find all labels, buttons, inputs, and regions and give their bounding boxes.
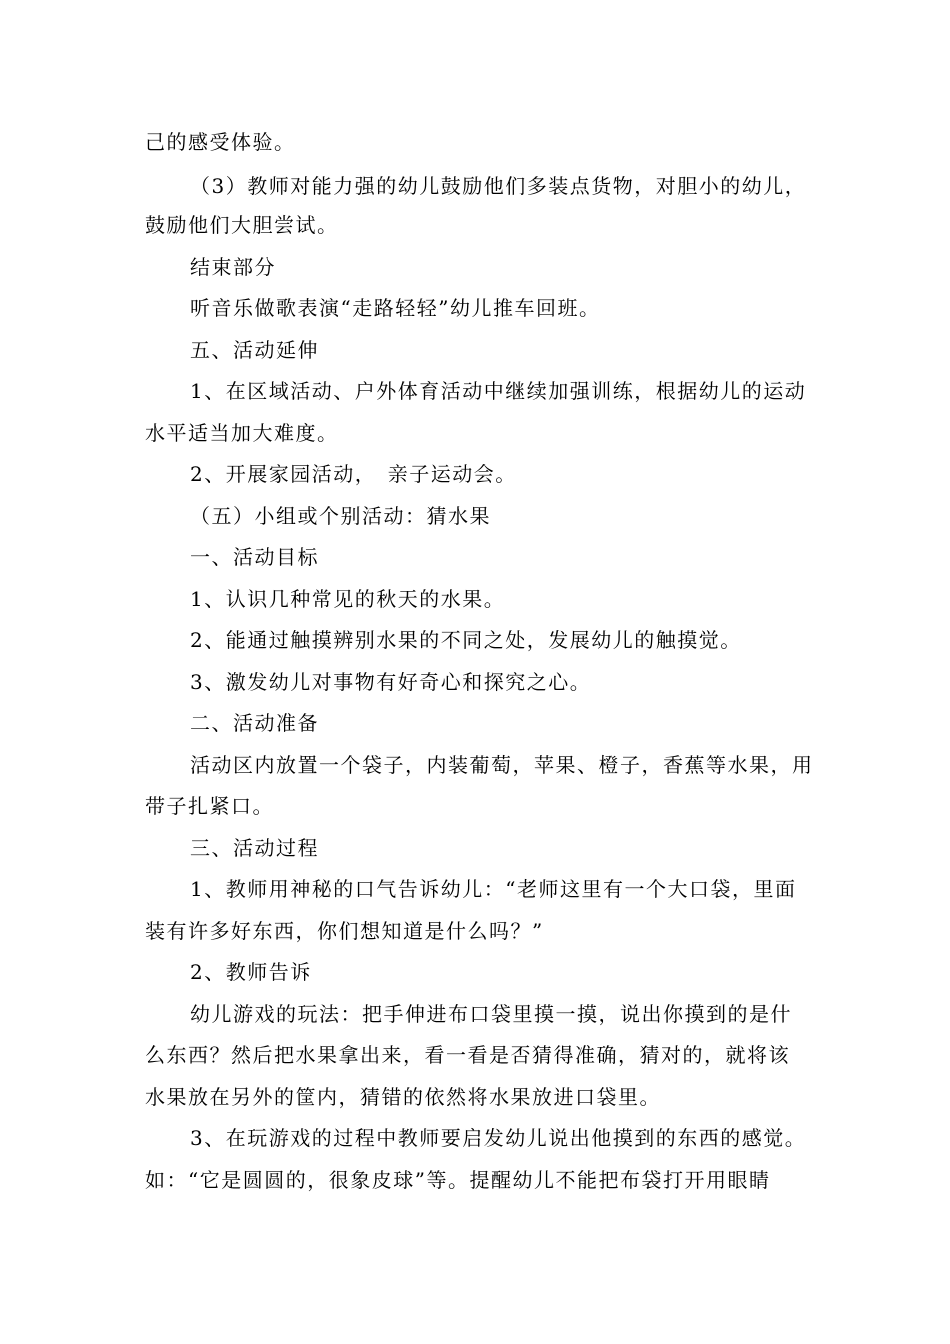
text-line: 听音乐做歌表演“走路轻轻”幼儿推车回班。 [190, 296, 601, 320]
text-line: 己的感受体验。 [145, 130, 296, 154]
section-heading: 二、活动准备 [190, 711, 319, 735]
text-line: 幼儿游戏的玩法：把手伸进布口袋里摸一摸，说出你摸到的是什 [190, 1002, 792, 1026]
section-heading: 五、活动延伸 [190, 338, 319, 362]
text-line: 么东西？然后把水果拿出来，看一看是否猜得准确，猜对的，就将该 [145, 1043, 790, 1067]
section-heading: 结束部分 [190, 255, 276, 279]
text-line: 1、教师用神秘的口气告诉幼儿：“老师这里有一个大口袋，里面 [190, 877, 797, 901]
text-line: 2、开展家园活动， 亲子运动会。 [190, 462, 517, 486]
text-line: 2、能通过触摸辨别水果的不同之处，发展幼儿的触摸觉。 [190, 628, 742, 652]
text-line: 3、激发幼儿对事物有好奇心和探究之心。 [190, 670, 592, 694]
text-line: 水平适当加大难度。 [145, 421, 339, 445]
section-heading: 三、活动过程 [190, 836, 319, 860]
text-line: 1、认识几种常见的秋天的水果。 [190, 587, 506, 611]
text-line: （3）教师对能力强的幼儿鼓励他们多装点货物，对胆小的幼儿， [190, 174, 807, 198]
text-line: 装有许多好东西，你们想知道是什么吗？” [145, 919, 544, 943]
section-heading: （五）小组或个别活动：猜水果 [190, 504, 491, 528]
text-line: 3、在玩游戏的过程中教师要启发幼儿说出他摸到的东西的感觉。 [190, 1126, 807, 1150]
text-line: 水果放在另外的筐内，猜错的依然将水果放进口袋里。 [145, 1085, 661, 1109]
text-line: 鼓励他们大胆尝试。 [145, 213, 339, 237]
section-heading: 一、活动目标 [190, 545, 319, 569]
text-line: 如：“它是圆圆的，很象皮球”等。提醒幼儿不能把布袋打开用眼睛 [145, 1168, 771, 1192]
text-line: 2、教师告诉 [190, 960, 312, 984]
text-line: 1、在区域活动、户外体育活动中继续加强训练，根据幼儿的运动 [190, 379, 807, 403]
text-line: 带子扎紧口。 [145, 794, 274, 818]
text-line: 活动区内放置一个袋子，内装葡萄，苹果、橙子，香蕉等水果，用 [190, 753, 814, 777]
